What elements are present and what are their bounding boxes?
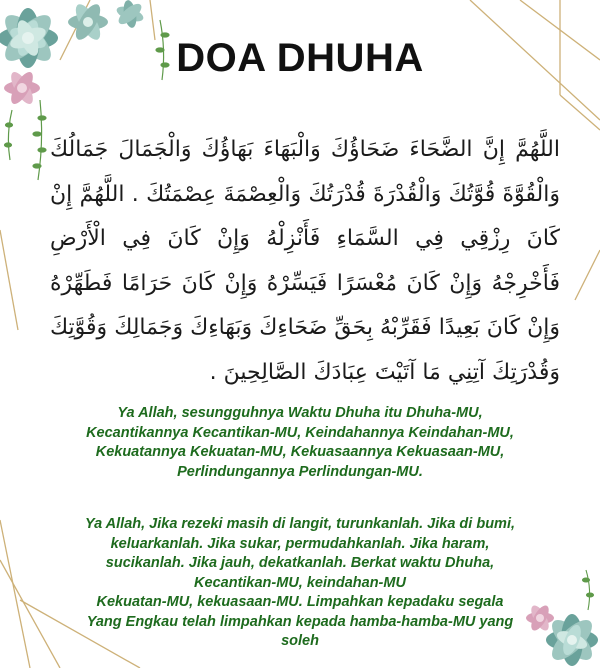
arabic-prayer-text: اللَّهُمَّ إِنَّ الضَّحَاءَ ضَحَاؤُكَ وَالْبَهَاءَ بَهَاؤُكَ وَالْجَمَالَ جَمَالُكَ وَالْقُوَّةَ قُوَّتُكَ وَالْقُدْرَةَ قُدْرَتُكَ وَالْعِصْمَةَ عِصْمَتُكَ . اللَّهُمَّ إِنْ كَانَ رِزْقِي فِي السَّمَاءِ فَأَنْزِلْهُ وَإِنْ كَانَ فِي الْأَرْضِ فَأَخْرِجْهُ وَإِنْ كَانَ مُعْسَرًا فَيَسِّرْهُ وَإِنْ كَانَ حَرَامًا فَطَهِّرْهُ وَإِنْ كَانَ بَعِيدًا فَقَرِّبْهُ بِحَقِّ ضَحَاءِكَ وَبَهَاءِكَ وَجَمَالِكَ وَقُوَّتِكَ وَقُدْرَتِكَ آتِنِي مَا آتَيْتَ عِبَادَكَ الصَّالِحِينَ . <box>50 137 560 385</box>
translation-line: Ya Allah, Jika rezeki masih di langit, turunkanlah. Jika di bumi, <box>84 516 516 532</box>
translation-paragraph-1 <box>30 404 570 482</box>
translation-line: Perlindungannya Perlindungan-MU. <box>177 463 423 480</box>
translation-paragraph-2 <box>30 515 570 652</box>
translation-line: Kekuatannya Kekuatan-MU, Kekuasaannya Kekuasaan-MU, <box>95 444 505 460</box>
translation-line: Kekuatan-MU, kekuasaan-MU. Limpahkan kepadaku segala <box>96 594 504 610</box>
translation-line: Kecantikannya Kecantikan-MU, Keindahannya Keindahan-MU, <box>86 424 514 441</box>
translation-line: soleh <box>281 633 319 649</box>
translation-line: Yang Engkau telah limpahkan kepada hamba-hamba-MU yang <box>86 613 514 630</box>
translation-line: sucikanlah. Jika jauh, dekatkanlah. Berkat waktu Dhuha, <box>105 555 495 571</box>
page-title: DOA DHUHA <box>176 36 424 80</box>
translation-line: Kecantikan-MU, keindahan-MU <box>194 574 406 591</box>
translation-line: Ya Allah, sesungguhnya Waktu Dhuha itu Dhuha-MU, <box>117 405 483 421</box>
translation-line: keluarkanlah. Jika sukar, permudahkanlah. Jika haram, <box>110 535 490 552</box>
